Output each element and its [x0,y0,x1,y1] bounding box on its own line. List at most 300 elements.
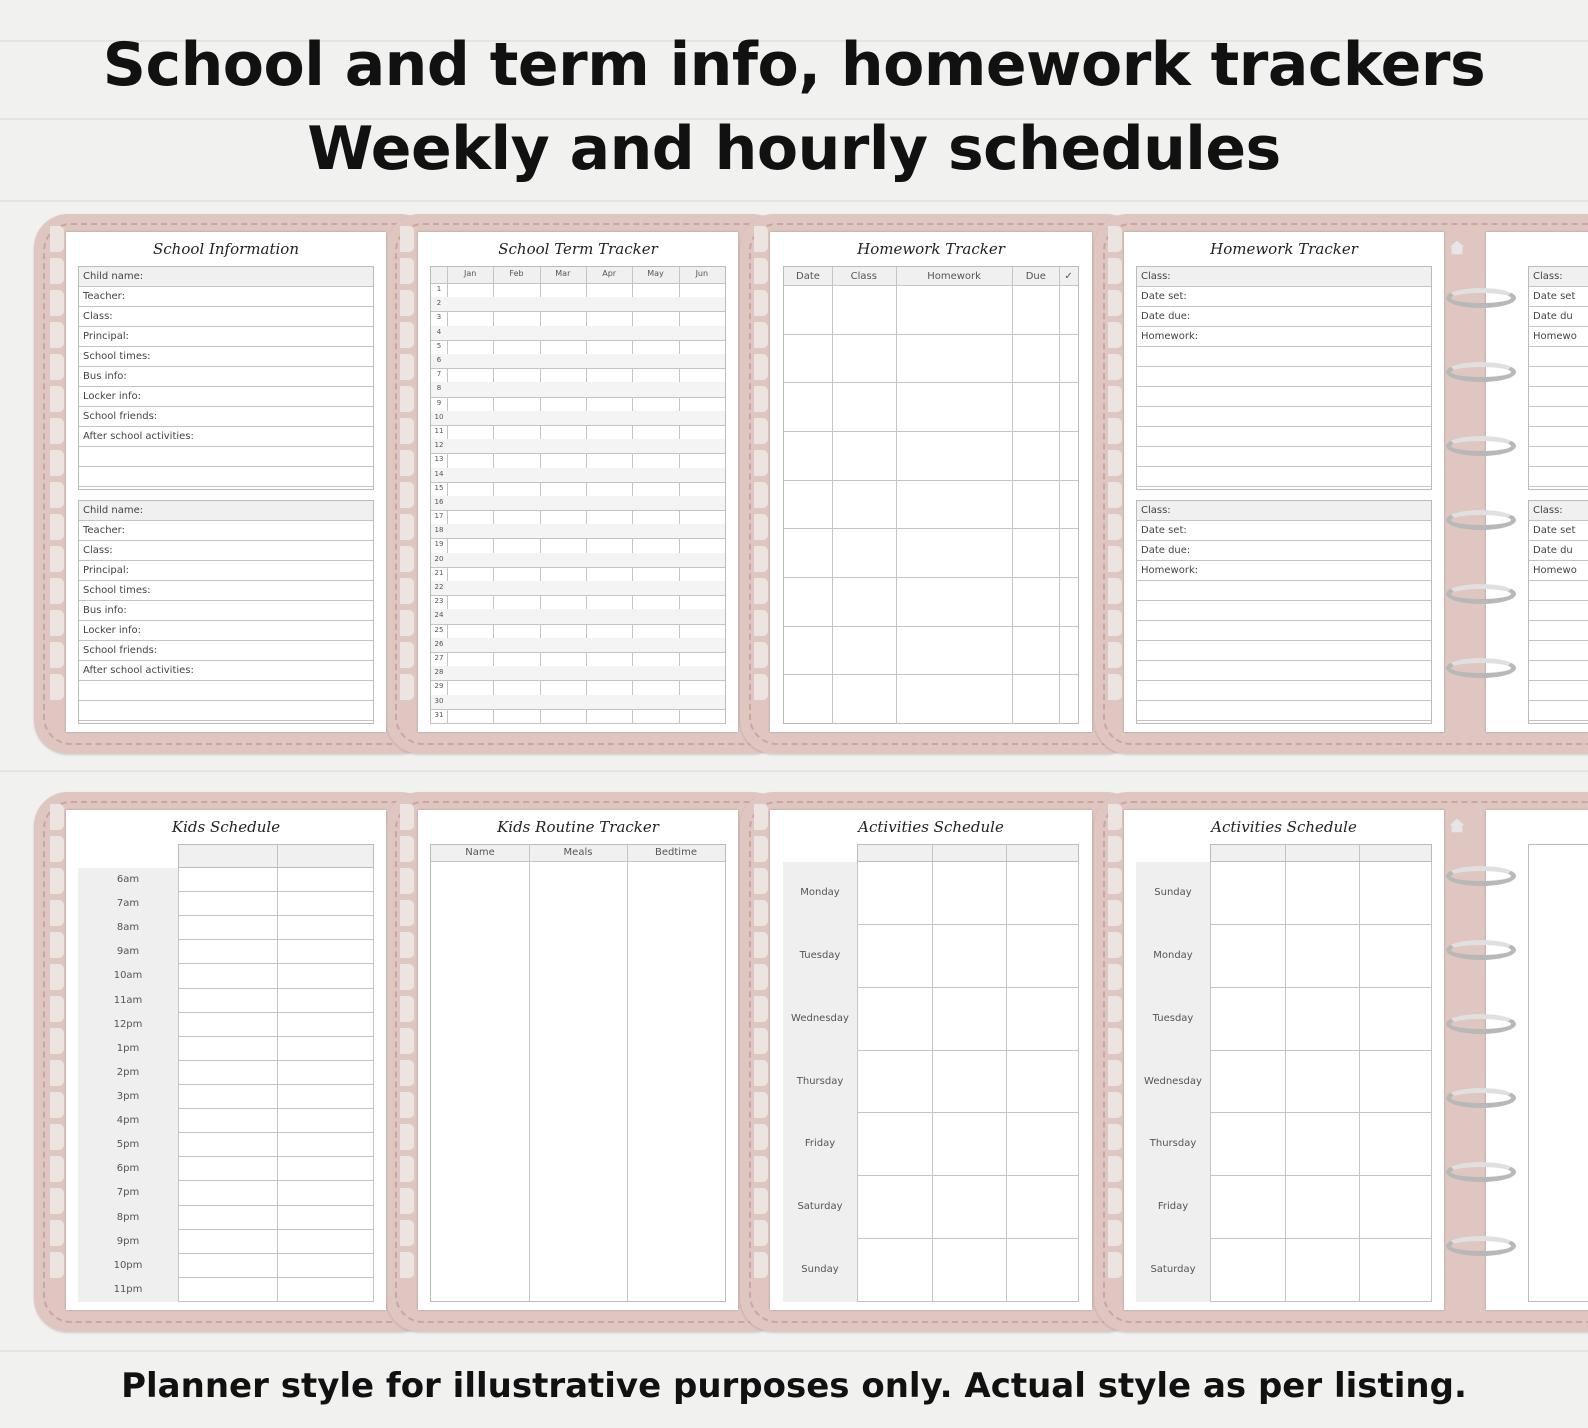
hour-label: 12pm [78,1013,178,1038]
grid-line [1006,862,1007,924]
day-label: Sunday [783,1239,857,1303]
day-number: 25 [434,625,444,634]
month-label: Jun [695,269,709,278]
day-number: 18 [434,526,444,535]
homework-row[interactable] [1137,701,1431,721]
activity-slot[interactable] [857,1051,1079,1114]
field-label: Class: [1141,505,1171,516]
row-shade [431,382,725,396]
activity-slot[interactable] [1210,862,1432,925]
page-title: Kids Routine Tracker [497,818,659,836]
day-number: 16 [434,497,444,506]
grid-line [1359,1176,1360,1238]
day-number: 2 [436,299,442,308]
school-info-row[interactable] [79,581,373,601]
schedule-header [857,844,1079,862]
school-info-row[interactable] [79,287,373,307]
day-number: 11 [434,426,444,435]
day-number: 24 [434,611,444,620]
activity-slot[interactable] [857,1239,1079,1302]
activity-slot[interactable] [1210,925,1432,988]
grid-line [932,845,933,861]
column-header: Meals [563,847,593,858]
homework-row[interactable] [1137,601,1431,621]
hour-label: 6pm [78,1157,178,1182]
grid-line [431,538,725,539]
grid-line [277,1085,278,1108]
grid-line[interactable] [784,674,1078,675]
hour-label: 3pm [78,1085,178,1110]
homework-row[interactable] [1137,267,1431,287]
grid-line [932,925,933,987]
grid-line [832,267,833,723]
grid-line[interactable] [784,577,1078,578]
schedule-header [1210,844,1432,862]
hour-label: 9pm [78,1230,178,1255]
schedule-slot[interactable] [178,1037,374,1061]
school-info-block [78,500,374,724]
homework-row[interactable] [1529,347,1588,367]
school-info-row[interactable] [79,661,373,681]
grid-line [431,709,725,710]
homework-row[interactable] [1529,561,1588,581]
homework-row[interactable] [1137,541,1431,561]
grid-line [431,368,725,369]
field-label: After school activities: [83,665,194,676]
grid-line [277,1037,278,1060]
grid-line [277,868,278,891]
row-shade [431,326,725,340]
grid-line [277,892,278,915]
homework-row[interactable] [1137,327,1431,347]
hour-label: 8pm [78,1206,178,1231]
month-label: May [647,269,664,278]
field-label: Date set: [1141,525,1187,536]
homework-table [783,266,1079,724]
page-title: Activities Schedule [1211,818,1357,836]
school-info-row[interactable] [79,701,373,721]
hour-label: 1pm [78,1037,178,1062]
home-icon[interactable] [1448,816,1466,834]
partial-grid [1528,844,1588,1302]
grid-line [277,1254,278,1277]
headline-line-1: School and term info, homework trackers [102,30,1486,100]
hour-label: 7am [78,892,178,917]
homework-row[interactable] [1137,347,1431,367]
row-shade [431,638,725,652]
day-number: 29 [434,682,444,691]
homework-block-partial [1528,266,1588,490]
homework-row[interactable] [1137,387,1431,407]
homework-row[interactable] [1137,521,1431,541]
day-label: Wednesday [783,988,857,1052]
activity-slot[interactable] [1210,1176,1432,1239]
schedule-slot[interactable] [178,1230,374,1254]
grid-line [431,425,725,426]
grid-line [277,964,278,987]
grid-line [277,845,278,867]
homework-row[interactable] [1529,641,1588,661]
field-label: Class: [1141,271,1171,282]
page-tabs [400,226,414,726]
day-number: 30 [434,696,444,705]
activity-slot[interactable] [1210,1051,1432,1114]
grid-line [1359,1051,1360,1113]
grid-line[interactable] [784,431,1078,432]
field-label: School friends: [83,645,158,656]
homework-row[interactable] [1529,327,1588,347]
school-info-row[interactable] [79,521,373,541]
field-label: Date du [1533,545,1573,556]
grid-line [431,397,725,398]
school-info-row[interactable] [79,541,373,561]
grid-line[interactable] [784,626,1078,627]
field-label: Homework: [1141,565,1199,576]
next-page-partial [1486,810,1588,1310]
row-shade [431,439,725,453]
column-header: Bedtime [655,847,697,858]
grid-line [431,624,725,625]
field-label: Class: [1533,271,1563,282]
day-number: 8 [436,384,442,393]
field-label: Class: [83,545,113,556]
field-label: Principal: [83,331,129,342]
homework-block [1136,500,1432,724]
home-icon[interactable] [1448,238,1466,256]
row-shade [431,553,725,567]
grid-line [1359,862,1360,924]
day-number: 20 [434,554,444,563]
schedule-slot[interactable] [178,1109,374,1133]
grid-line [1006,988,1007,1050]
school-info-row[interactable] [79,621,373,641]
homework-row[interactable] [1529,541,1588,561]
page-tabs [1108,226,1122,726]
grid-line [1285,925,1286,987]
homework-row[interactable] [1529,387,1588,407]
schedule-slot[interactable] [178,1085,374,1109]
row-shade [431,354,725,368]
grid-line [1285,1239,1286,1301]
school-info-row[interactable] [79,467,373,487]
day-label: Friday [1136,1176,1210,1240]
hour-label: 10am [78,964,178,989]
schedule-slot[interactable] [178,868,374,892]
hour-label: 9am [78,940,178,965]
grid-line [277,1061,278,1084]
activities-schedule-page [770,810,1092,1310]
page-title: School Information [153,240,299,258]
homework-row[interactable] [1529,701,1588,721]
grid-line [277,1013,278,1036]
grid-line [1359,1113,1360,1175]
field-label: Homewo [1533,331,1577,342]
homework-row[interactable] [1137,501,1431,521]
day-number: 17 [434,512,444,521]
homework-row[interactable] [1137,621,1431,641]
school-info-row[interactable] [79,681,373,701]
hour-label: 11pm [78,1278,178,1303]
column-header: Name [465,847,495,858]
school-info-row[interactable] [79,347,373,367]
grid-line [431,510,725,511]
homework-tracker-blocks-page [1124,232,1444,732]
field-label: Child name: [83,505,144,516]
field-label: Child name: [83,271,144,282]
day-number: 10 [434,412,444,421]
page-tabs [1108,804,1122,1304]
grid-line[interactable] [784,334,1078,335]
school-info-row[interactable] [79,267,373,287]
school-info-row[interactable] [79,601,373,621]
grid-line [1285,988,1286,1050]
page-tabs [400,804,414,1304]
field-label: Locker info: [83,391,142,402]
grid-line [1359,845,1360,861]
grid-line[interactable] [784,528,1078,529]
schedule-slot[interactable] [178,1061,374,1085]
day-number: 21 [434,568,444,577]
field-label: Date set [1533,525,1576,536]
field-label: School times: [83,585,151,596]
grid-line [932,1176,933,1238]
day-number: 4 [436,327,442,336]
day-number: 14 [434,469,444,478]
schedule-slot[interactable] [178,916,374,940]
day-number: 3 [436,313,442,322]
school-info-row[interactable] [79,447,373,467]
page-title: Kids Schedule [171,818,281,836]
row-shade [431,496,725,510]
grid-line [431,680,725,681]
day-number: 6 [436,355,442,364]
homework-row[interactable] [1529,427,1588,447]
activity-slot[interactable] [857,925,1079,988]
row-shade [431,609,725,623]
field-label: School friends: [83,411,158,422]
activity-slot[interactable] [1210,1113,1432,1176]
page-title: Homework Tracker [857,240,1005,258]
next-page-partial [1486,232,1588,732]
page-title: Homework Tracker [1210,240,1358,258]
homework-row[interactable] [1529,661,1588,681]
school-info-row[interactable] [79,427,373,447]
grid-line [277,1278,278,1301]
grid-line [1359,988,1360,1050]
activity-slot[interactable] [857,1113,1079,1176]
schedule-slot[interactable] [178,1206,374,1230]
homework-tracker-table-page [770,232,1092,732]
homework-row[interactable] [1137,287,1431,307]
page-tabs [50,226,64,726]
hour-label: 8am [78,916,178,941]
row-shade [431,666,725,680]
homework-row[interactable] [1137,467,1431,487]
schedule-slot[interactable] [178,1133,374,1157]
routine-tracker-grid [430,844,726,1302]
field-label: Homework: [1141,331,1199,342]
schedule-slot[interactable] [178,1254,374,1278]
disclaimer-footer: Planner style for illustrative purposes only. Actual style as per listing. [121,1366,1467,1406]
homework-row[interactable] [1529,407,1588,427]
grid-line [932,988,933,1050]
grid-line [896,267,897,723]
hour-label: 11am [78,989,178,1014]
grid-line [1359,1239,1360,1301]
homework-row[interactable] [1137,407,1431,427]
binder-ring-icon [1446,362,1516,382]
homework-row[interactable] [1529,467,1588,487]
binder-ring-icon [1446,1236,1516,1256]
field-label: Homewo [1533,565,1577,576]
grid-line [431,311,725,312]
day-number: 19 [434,540,444,549]
activity-slot[interactable] [857,1176,1079,1239]
kids-schedule-page [66,810,386,1310]
hour-label: 5pm [78,1133,178,1158]
grid-line [277,1109,278,1132]
day-label: Tuesday [1136,988,1210,1052]
homework-row[interactable] [1137,681,1431,701]
activity-slot[interactable] [1210,1239,1432,1302]
school-info-row[interactable] [79,641,373,661]
schedule-slot[interactable] [178,892,374,916]
grid-line [431,340,725,341]
homework-row[interactable] [1137,367,1431,387]
school-info-block [78,266,374,490]
kids-schedule-grid [78,844,374,1302]
day-number: 12 [434,441,444,450]
grid-line [932,1239,933,1301]
activity-slot[interactable] [857,988,1079,1051]
homework-row[interactable] [1529,681,1588,701]
activities-schedule-page-2 [1124,810,1444,1310]
grid-line [431,595,725,596]
homework-row[interactable] [1137,581,1431,601]
school-info-row[interactable] [79,327,373,347]
grid-line [277,989,278,1012]
hour-label: 7pm [78,1181,178,1206]
binder-ring-icon [1446,584,1516,604]
homework-row[interactable] [1529,307,1588,327]
day-number: 13 [434,455,444,464]
grid-line [1285,845,1286,861]
day-number: 9 [436,398,442,407]
homework-row[interactable] [1137,641,1431,661]
grid-line [431,652,725,653]
homework-row[interactable] [1529,267,1588,287]
homework-row[interactable] [1529,367,1588,387]
schedule-slot[interactable] [178,964,374,988]
field-label: Date set [1533,291,1576,302]
grid-line [1059,267,1060,723]
school-info-row[interactable] [79,307,373,327]
activity-slot[interactable] [1210,988,1432,1051]
homework-row[interactable] [1529,621,1588,641]
school-information-page [66,232,386,732]
activity-slot[interactable] [857,862,1079,925]
binder-ring-icon [1446,510,1516,530]
grid-line [1006,1176,1007,1238]
column-header: Homework [927,271,981,282]
homework-row[interactable] [1137,661,1431,681]
month-label: Feb [509,269,524,278]
homework-row[interactable] [1529,287,1588,307]
page-tabs [754,226,768,726]
page-tabs [754,804,768,1304]
activities-grid [783,844,1079,1302]
grid-line [529,845,530,1301]
day-label: Thursday [1136,1113,1210,1177]
column-header: Class [850,271,877,282]
homework-block-partial [1528,500,1588,724]
grid-line [277,1181,278,1204]
field-label: Class: [1533,505,1563,516]
homework-row[interactable] [1529,521,1588,541]
school-info-row[interactable] [79,501,373,521]
binder-ring-icon [1446,288,1516,308]
homework-row[interactable] [1137,447,1431,467]
school-info-row[interactable] [79,367,373,387]
grid-line [1006,1113,1007,1175]
day-label: Friday [783,1113,857,1177]
day-number: 27 [434,654,444,663]
grid-line [431,482,725,483]
school-info-row[interactable] [79,407,373,427]
school-info-row[interactable] [79,387,373,407]
field-label: Teacher: [83,525,125,536]
grid-line [1285,1051,1286,1113]
schedule-slot[interactable] [178,989,374,1013]
homework-row[interactable] [1137,307,1431,327]
homework-row[interactable] [1529,581,1588,601]
grid-line[interactable] [784,480,1078,481]
schedule-slot[interactable] [178,1278,374,1302]
binder-ring-icon [1446,866,1516,886]
homework-row[interactable] [1137,561,1431,581]
homework-row[interactable] [1529,601,1588,621]
row-shade [431,695,725,709]
wood-grain [0,200,1588,202]
row-shade [431,468,725,482]
grid-line [431,567,725,568]
field-label: Bus info: [83,371,127,382]
grid-line [1006,1239,1007,1301]
row-shade [431,297,725,311]
grid-line[interactable] [784,382,1078,383]
school-info-row[interactable] [79,561,373,581]
binder-ring-icon [1446,1014,1516,1034]
day-number: 5 [436,341,442,350]
term-tracker-grid [430,266,726,724]
schedule-slot[interactable] [178,1157,374,1181]
homework-row[interactable] [1529,447,1588,467]
homework-row[interactable] [1529,501,1588,521]
schedule-slot[interactable] [178,1013,374,1037]
grid-line [277,916,278,939]
schedule-slot[interactable] [178,1181,374,1205]
day-number: 28 [434,668,444,677]
grid-line [277,1157,278,1180]
grid-line [1006,1051,1007,1113]
homework-row[interactable] [1137,427,1431,447]
field-label: School times: [83,351,151,362]
schedule-slot[interactable] [178,940,374,964]
binder-ring-icon [1446,1088,1516,1108]
day-label: Thursday [783,1051,857,1115]
grid-line [627,845,628,1301]
column-header: Date [796,271,820,282]
